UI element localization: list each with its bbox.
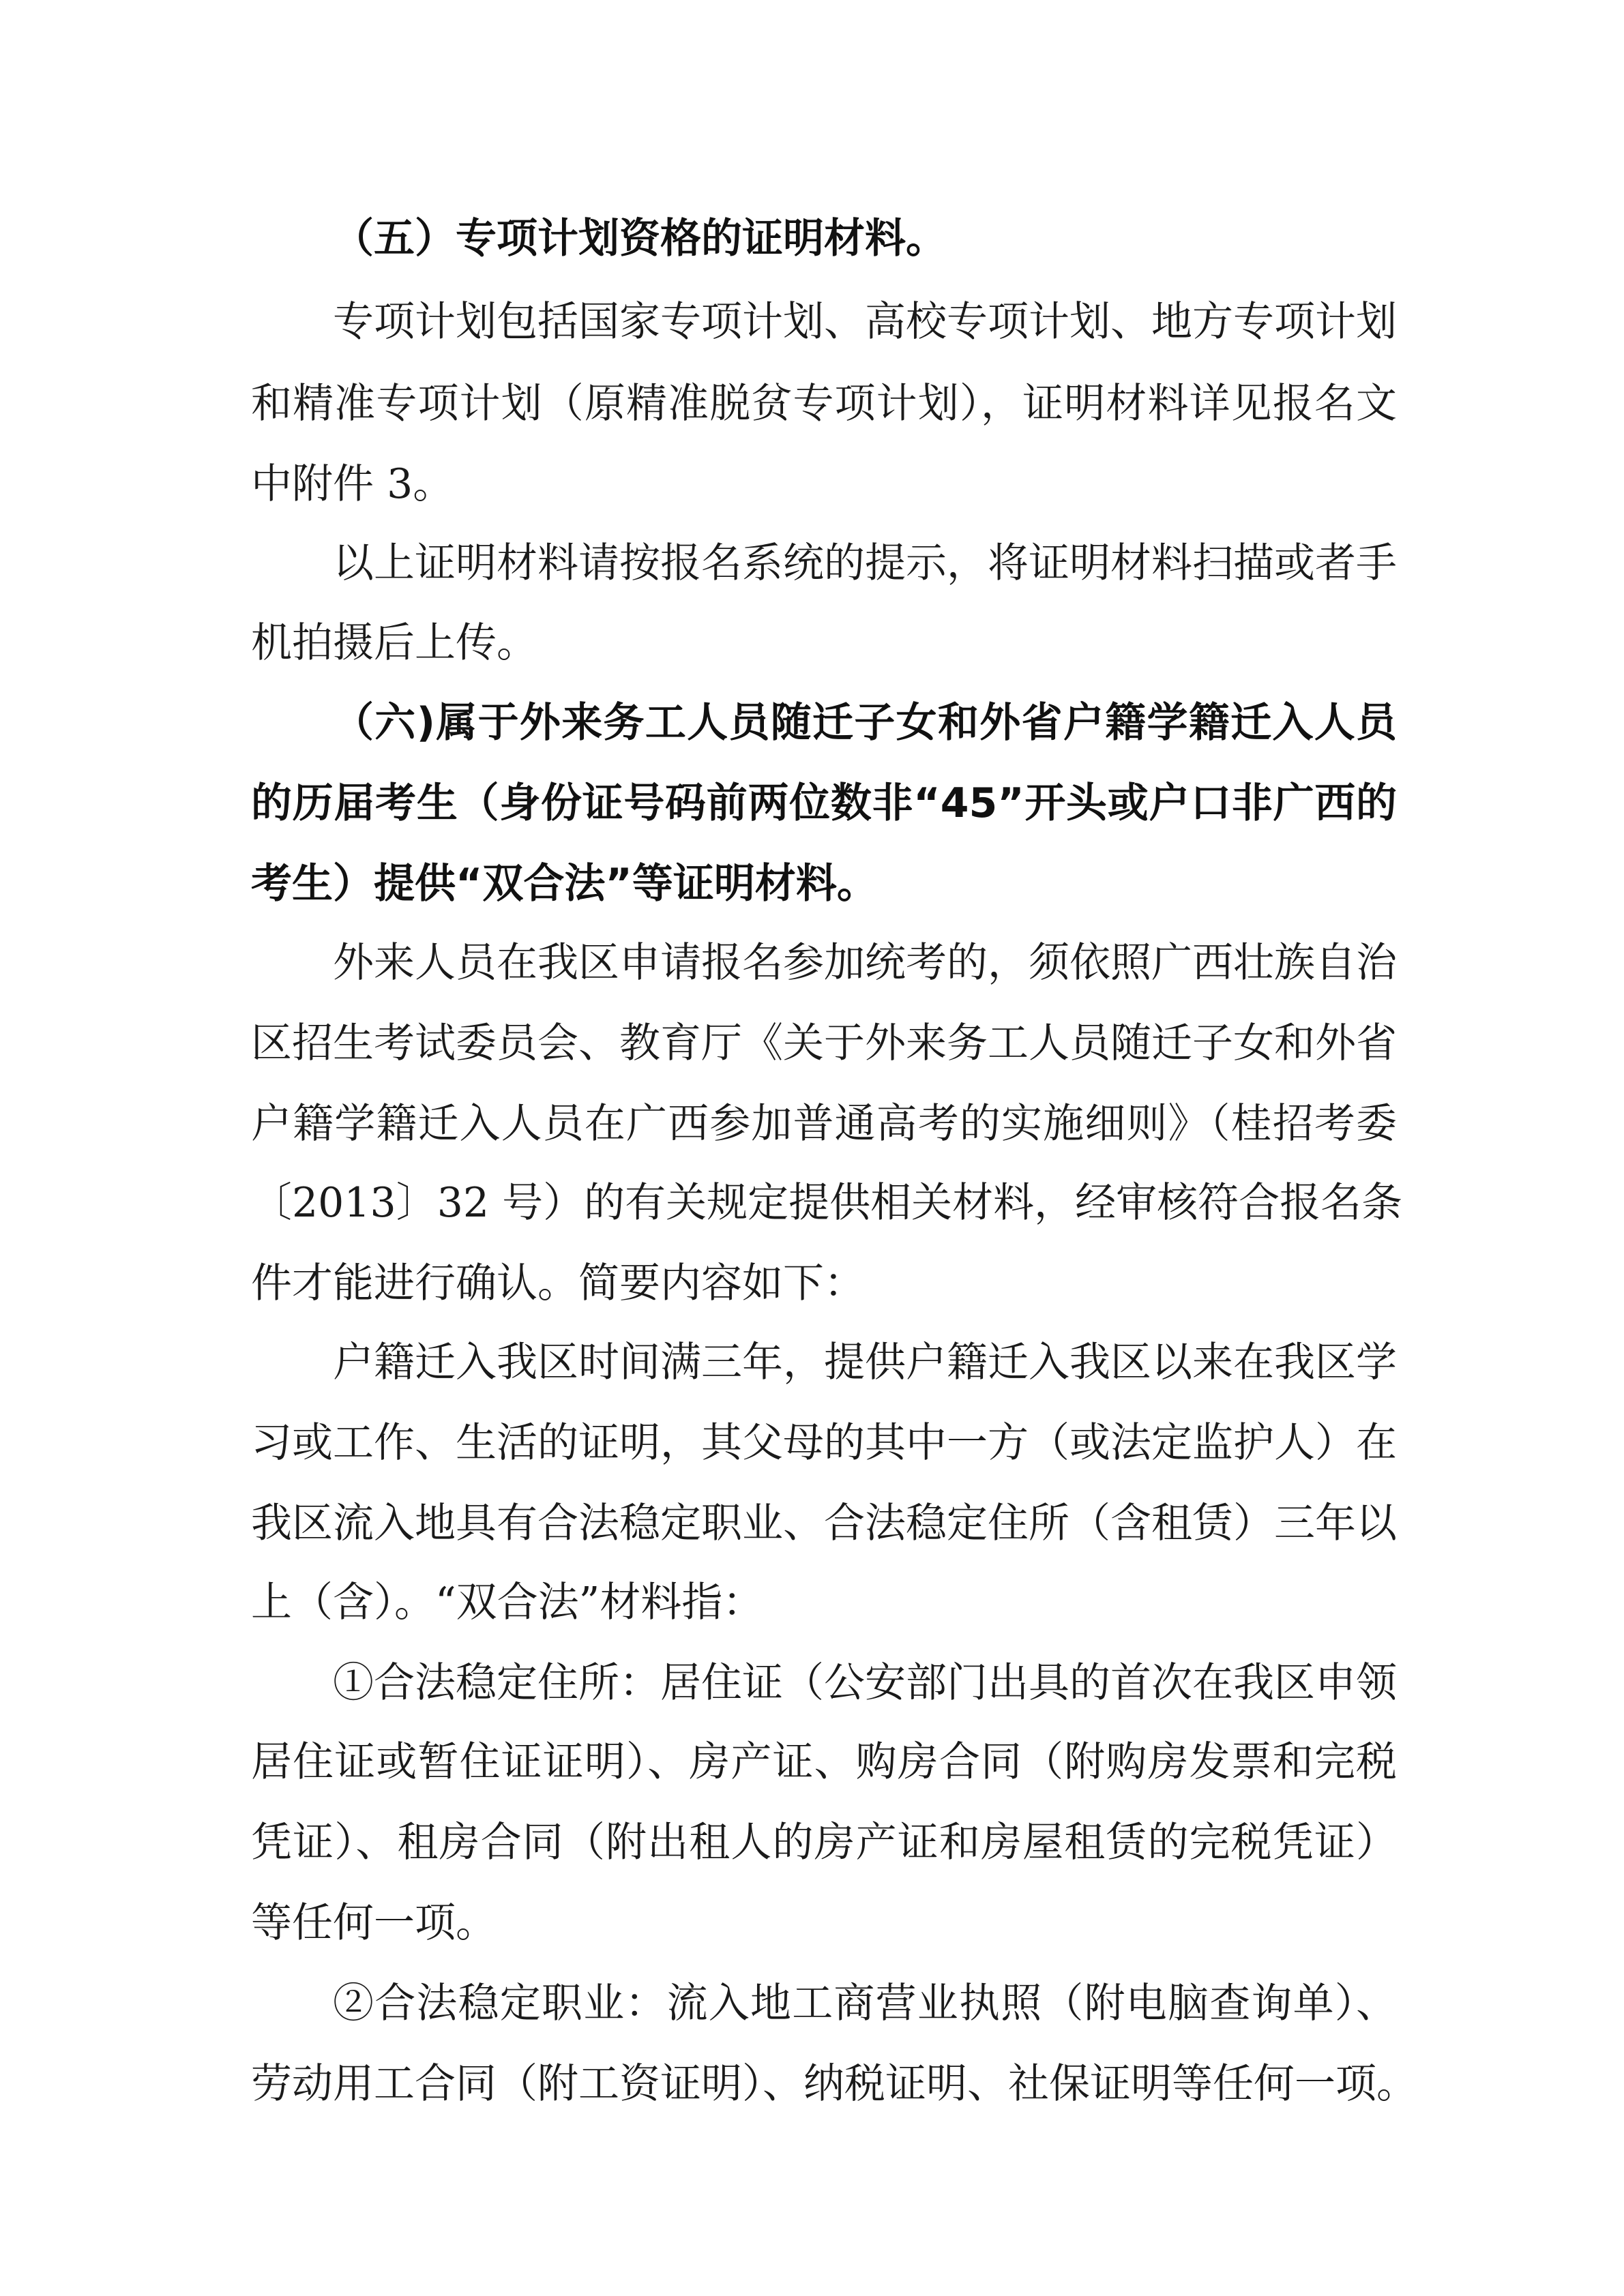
item-1-line-3: 凭证）、租房合同（附出租人的房产证和房屋租赁的完税凭证） — [251, 1819, 1397, 1866]
section-6-heading-line-3: 考生）提供“双合法”等证明材料。 — [251, 860, 878, 908]
section-6-para-2-line-2: 习或工作、生活的证明，其父母的其中一方（或法定监护人）在 — [251, 1419, 1397, 1467]
item-1-line-2: 居住证或暂住证证明）、房产证、购房合同（附购房发票和完税 — [251, 1738, 1397, 1786]
section-6-para-2-line-1: 户籍迁入我区时间满三年，提供户籍迁入我区以来在我区学 — [333, 1339, 1397, 1386]
section-5-para-2-line-2: 机拍摄后上传。 — [251, 619, 537, 667]
section-5-para-1-line-3: 中附件 3。 — [251, 460, 454, 508]
section-6-heading-line-1: （六)属于外来务工人员随迁子女和外省户籍学籍迁入人员 — [333, 699, 1397, 747]
section-6-para-2-line-3: 我区流入地具有合法稳定职业、合法稳定住所（含租赁）三年以 — [251, 1500, 1397, 1547]
section-6-heading-line-2: 的历届考生（身份证号码前两位数非“45”开头或户口非广西的 — [251, 779, 1397, 827]
section-6-para-1-line-4: 〔2013〕32 号）的有关规定提供相关材料，经审核符合报名条 — [251, 1179, 1403, 1227]
section-5-para-1-line-2: 和精准专项计划（原精准脱贫专项计划），证明材料详见报名文 — [251, 380, 1397, 428]
item-2-line-1: ②合法稳定职业：流入地工商营业执照（附电脑查询单）、 — [333, 1980, 1397, 2027]
section-6-para-1-line-5: 件才能进行确认。简要内容如下： — [251, 1259, 865, 1307]
item-1-line-1: ①合法稳定住所：居住证（公安部门出具的首次在我区申领 — [333, 1659, 1397, 1707]
section-6-para-2-line-4: 上（含）。“双合法”材料指： — [251, 1579, 764, 1626]
section-5-para-2-line-1: 以上证明材料请按报名系统的提示，将证明材料扫描或者手 — [333, 539, 1397, 587]
section-5-para-1-line-1: 专项计划包括国家专项计划、高校专项计划、地方专项计划 — [333, 298, 1397, 346]
section-6-para-1-line-1: 外来人员在我区申请报名参加统考的，须依照广西壮族自治 — [333, 939, 1397, 987]
section-5-heading: （五）专项计划资格的证明材料。 — [333, 215, 947, 263]
section-6-para-1-line-2: 区招生考试委员会、教育厅《关于外来务工人员随迁子女和外省 — [251, 1019, 1397, 1067]
section-6-para-1-line-3: 户籍学籍迁入人员在广西参加普通高考的实施细则》（桂招考委 — [251, 1100, 1397, 1148]
item-2-line-2: 劳动用工合同（附工资证明）、纳税证明、社保证明等任何一项。 — [251, 2060, 1417, 2108]
item-1-line-4: 等任何一项。 — [251, 1899, 497, 1947]
